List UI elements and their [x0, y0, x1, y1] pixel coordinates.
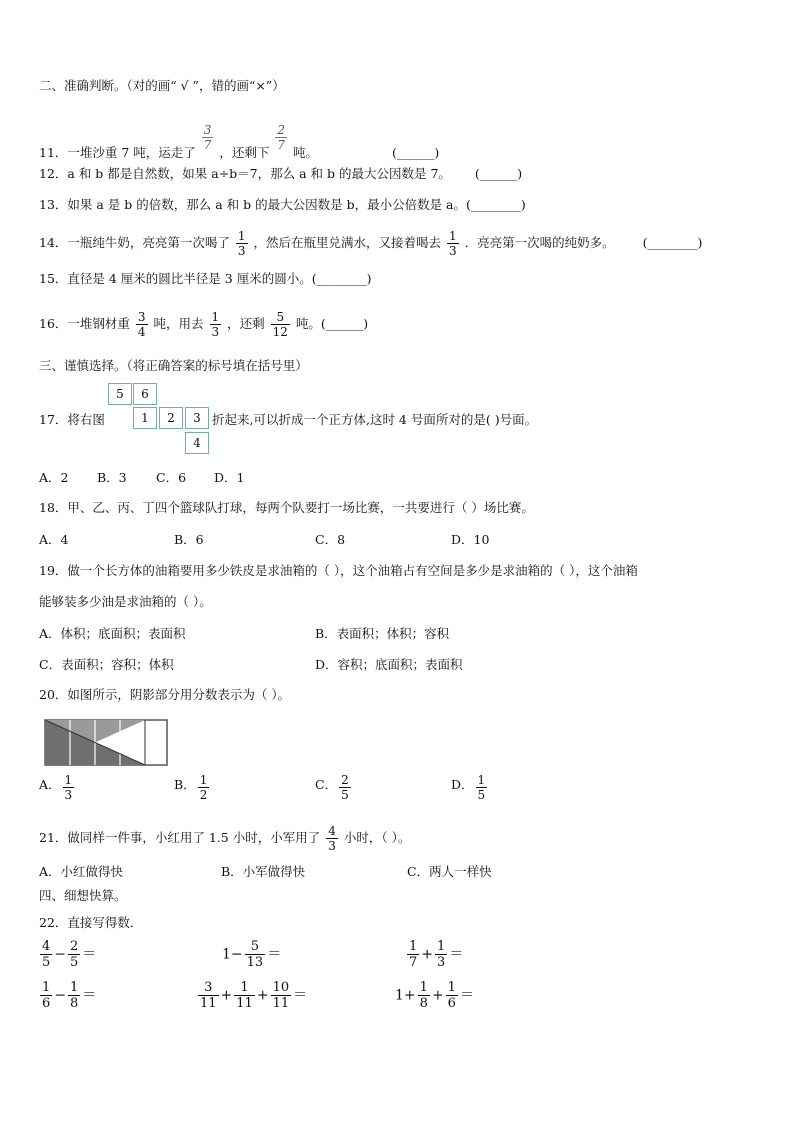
net-cell: 6 [133, 383, 157, 405]
option-d[interactable]: D．1 [214, 470, 245, 485]
option-c[interactable]: C．表面积；容积；体积 [39, 657, 174, 672]
calc-expression-2: 1− $\frac{5}{13}$ ＝ [222, 939, 282, 970]
fraction: $\frac{2}{7}$ [277, 123, 286, 152]
question-13: 13．如果 a 是 b 的倍数，那么 a 和 b 的最大公因数是 b，最小公倍数是 a。(________) [39, 197, 526, 212]
section-4-title: 四、细想快算。 [39, 888, 127, 903]
question-22: 22．直接写得数． [39, 915, 143, 930]
option-a[interactable]: A．体积；底面积；表面积 [39, 626, 186, 641]
fraction: $\frac{1}{3}$ [449, 229, 457, 258]
option-c[interactable]: C． $\frac{2}{5}$ [315, 773, 349, 802]
option-a[interactable]: A．4 [39, 532, 69, 547]
question-19-line2: 能够装多少油是求油箱的（ ）。 [39, 594, 212, 609]
question-11: 11．一堆沙重 7 吨，运走了 $\frac{3}{7}$ ，还剩下 $\frac{2}{7}$ 吨。 (______) [39, 123, 440, 160]
answer-blank[interactable]: (________) [466, 197, 526, 212]
option-c[interactable]: C．8 [315, 532, 346, 547]
question-17-rest: 折起来,可以折成一个正方体,这时 4 号面所对的是( )号面。 [212, 412, 538, 427]
option-a[interactable]: A． $\frac{1}{3}$ [39, 773, 73, 802]
fraction: $\frac{3}{4}$ [137, 310, 146, 339]
net-cell: 2 [159, 407, 183, 429]
option-a[interactable]: A．2 [39, 470, 69, 485]
question-19-line1: 19．做一个长方体的油箱要用多少铁皮是求油箱的（ ），这个油箱占有空间是多少是求油箱的（ ），这个油箱 [39, 563, 638, 578]
option-b[interactable]: B． $\frac{1}{2}$ [174, 773, 208, 802]
question-16: 16．一堆钢材重 $\frac{3}{4}$ 吨，用去 $\frac{1}{3}$ ，还剩 $\frac{5}{12}$ 吨。(______) [39, 310, 369, 339]
question-17: 17．将右图 [39, 412, 105, 427]
answer-blank[interactable]: (______) [392, 145, 440, 160]
calc-expression-4: $\frac{1}{6}$ − $\frac{1}{8}$ ＝ [42, 980, 97, 1011]
fraction: $\frac{1}{3}$ [211, 310, 220, 339]
net-cell: 5 [108, 383, 132, 405]
option-a[interactable]: A．小红做得快 [39, 864, 124, 879]
answer-blank[interactable]: (________) [311, 271, 372, 286]
question-15: 15．直径是 4 厘米的圆比半径是 3 厘米的圆小。(________) [39, 271, 372, 286]
option-b[interactable]: B．6 [174, 532, 204, 547]
net-cell: 3 [185, 407, 209, 429]
section-3-title: 三、谨慎选择。（将正确答案的标号填在括号里） [39, 358, 308, 373]
option-b[interactable]: B．小军做得快 [221, 864, 306, 879]
answer-blank[interactable]: (______) [474, 166, 523, 181]
calc-expression-5: $\frac{3}{11}$ + $\frac{1}{11}$ + $\frac{10}{11}$ ＝ [200, 980, 308, 1011]
option-d[interactable]: D．容积；底面积；表面积 [315, 657, 463, 672]
net-cell: 1 [133, 407, 157, 429]
question-14: 14．一瓶纯牛奶，亮亮第一次喝了 $\frac{1}{3}$ ，然后在瓶里兑满水，又接着喝去 $\frac{1}{3}$ ．亮亮第一次喝的纯奶多。 (________) [39, 229, 703, 258]
option-c[interactable]: C．两人一样快 [407, 864, 492, 879]
option-d[interactable]: D． $\frac{1}{5}$ [451, 773, 486, 802]
net-cell: 4 [185, 432, 209, 454]
section-2-title: 二、准确判断。（对的画“ √ ”，错的画“×”） [39, 78, 285, 93]
question-12: 12．a 和 b 都是自然数，如果 a÷b＝7，那么 a 和 b 的最大公因数是 7。 (______) [39, 166, 523, 181]
answer-blank[interactable]: (________) [642, 235, 703, 250]
fraction: $\frac{3}{7}$ [203, 123, 212, 152]
option-d[interactable]: D．10 [451, 532, 490, 547]
answer-blank[interactable]: (______) [320, 316, 369, 331]
option-b[interactable]: B．表面积；体积；容积 [315, 626, 450, 641]
option-b[interactable]: B．3 [97, 470, 127, 485]
fraction: $\frac{1}{3}$ [237, 229, 246, 258]
fraction: $\frac{5}{12}$ [272, 310, 288, 339]
calc-expression-6: 1+ $\frac{1}{8}$ + $\frac{1}{6}$ ＝ [395, 980, 474, 1011]
calc-expression-3: $\frac{1}{7}$ + $\frac{1}{3}$ ＝ [409, 939, 464, 970]
question-21: 21．做同样一件事，小红用了 1.5 小时，小军用了 $\frac{4}{3}$ 小时，（ ）。 [39, 824, 411, 853]
question-20: 20．如图所示，阴影部分用分数表示为（ ）。 [39, 687, 291, 702]
question-18: 18．甲、乙、丙、丁四个篮球队打球，每两个队要打一场比赛，一共要进行（ ）场比赛。 [39, 500, 534, 515]
cube-net-figure [108, 383, 218, 458]
option-c[interactable]: C．6 [156, 470, 187, 485]
fraction: $\frac{4}{3}$ [328, 824, 336, 853]
shaded-rectangle-figure [44, 719, 170, 767]
calc-expression-1: $\frac{4}{5}$ − $\frac{2}{5}$ ＝ [42, 939, 97, 970]
